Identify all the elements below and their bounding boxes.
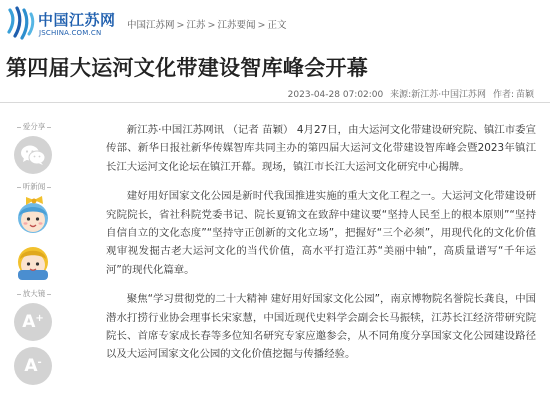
font-decrease-icon: A- <box>24 356 42 376</box>
article-paragraph: 聚焦“学习贯彻党的二十大精神 建好用好国家文化公园”，南京博物院名誉院长龚良，中国潜水打捞行业协会理事长宋家慧，中国近现代史料学会副会长马振犊，江苏长江经济带研究院院长、首席专家成长春等多位知名研究专家应邀参会，从不同角度分享国家文化公园建设路径以及大运河国家文化公园的文化价值挖掘与传播经验。 <box>106 293 536 361</box>
header-divider <box>0 102 550 103</box>
font-decrease-button[interactable] <box>14 347 52 385</box>
male-voice-avatar-icon[interactable] <box>12 240 54 282</box>
breadcrumb-jiangsu[interactable]: 江苏 <box>186 20 206 31</box>
fontsize-label: 放大镜 <box>14 288 54 299</box>
logo-mark-icon <box>4 6 36 42</box>
article-datetime: 2023-04-28 07:02:00 <box>287 90 384 100</box>
breadcrumb-current: 正文 <box>267 20 287 31</box>
wechat-icon <box>20 144 46 166</box>
site-logo[interactable] <box>4 6 114 42</box>
author-label: 作者: <box>492 90 514 100</box>
author-name: 苗颖 <box>515 90 534 100</box>
article-meta <box>284 87 534 100</box>
article-paragraph: 建好用好国家文化公园是新时代我国推进实施的重大文化工程之一。大运河文化带建设研究院院长，省社科院党委书记、院长夏锦文在致辞中建议要“坚持人民至上的根本原则”“坚持自信自立的文化态度”“坚持守正创新的文化立场”，把握好“三个必须”，用现代化的文化价值观审视发掘古老大运河文化的当代价值，高水平打造江苏“美丽中轴”，高质量谱写“千年运河”的现代化篇章。 <box>106 190 536 276</box>
article-body <box>106 121 536 375</box>
breadcrumb-separator: > <box>207 20 216 31</box>
logo-url: JSCHINA.COM.CN <box>39 29 102 37</box>
article-paragraph: 新江苏·中国江苏网讯 （记者 苗颖） 4月27日，由大运河文化带建设研究院、镇江市委宣传部、新华日报社新华传媒智库共同主办的第四届大运河文化带建设智库峰会暨2023年镇江长江大运河文化论坛在镇江开幕。现场，镇江市长江大运河文化研究中心揭牌。 <box>106 124 536 173</box>
source-label: 来源: <box>390 90 412 100</box>
font-increase-icon: A+ <box>22 312 44 332</box>
site-header <box>0 0 550 44</box>
breadcrumb-jiangsu-news[interactable]: 江苏要闻 <box>217 20 256 31</box>
female-voice-avatar-icon[interactable] <box>12 194 54 236</box>
article-title: 第四届大运河文化带建设智库峰会开幕 <box>6 56 369 80</box>
logo-name: 中国江苏网 <box>38 11 116 29</box>
breadcrumb-home[interactable]: 中国江苏网 <box>127 20 175 31</box>
wechat-share-button[interactable] <box>14 136 52 174</box>
source-name: 新江苏·中国江苏网 <box>411 90 487 100</box>
font-increase-button[interactable] <box>14 303 52 341</box>
listen-label: 听新闻 <box>14 181 54 192</box>
article-tools-sidebar <box>0 112 66 407</box>
share-label: 爱分享 <box>14 121 54 132</box>
breadcrumb <box>127 17 286 31</box>
breadcrumb-separator: > <box>257 20 266 31</box>
breadcrumb-separator: > <box>176 20 185 31</box>
